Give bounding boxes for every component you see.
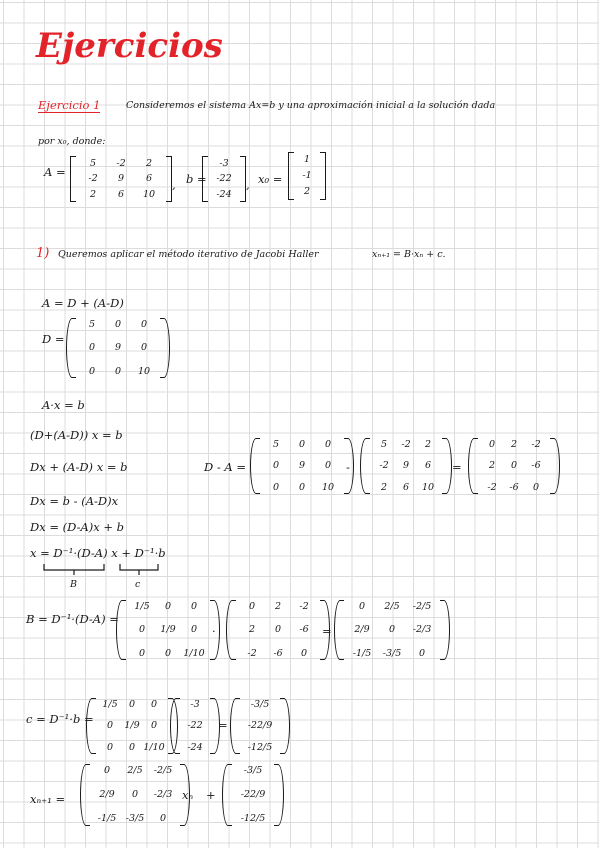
c-result-vector [230,698,290,754]
matrix-cell: 0 [488,438,496,450]
matrix-cell: 5 [89,157,97,169]
matrix-cell: -24 [187,741,203,753]
matrix-cell: 9 [298,460,306,472]
matrix-cell: 2 [510,438,518,450]
matrix-cell: -1/5 [352,647,372,659]
minus-sign: - [346,460,350,474]
matrix-cell: 0 [300,647,308,659]
matrix-cell: 0 [106,741,114,753]
matrix-cell: -1/5 [97,813,117,825]
matrix-cell: -12/5 [240,813,266,825]
matrix-cell: 2 [303,186,311,198]
B-Dinv-matrix [116,600,220,660]
plus-sign: + [206,788,216,802]
comma: , [172,178,176,192]
matrix-cell: -2 [379,460,389,472]
matrix-cell: 10 [142,188,156,200]
matrix-cell: 0 [88,342,96,354]
matrix-cell: 0 [272,460,280,472]
part-text: Queremos aplicar el método iterativo de Jacobi Haller [58,249,319,260]
equals-sign: = [322,624,332,638]
matrix-cell: -2/3 [412,624,432,636]
DminusA-result-matrix [468,438,560,494]
matrix-cell: -6 [299,624,309,636]
matrix-cell: -22 [216,173,232,185]
matrix-cell: 1/9 [160,624,176,636]
matrix-cell: 0 [324,438,332,450]
matrix-cell: 0 [510,460,518,472]
b-label: b = [186,172,207,186]
A-label: A = [44,165,66,179]
matrix-cell: -6 [273,647,283,659]
matrix-cell: 5 [272,438,280,450]
matrix-cell: 9 [117,173,125,185]
matrix-cell: -6 [531,460,541,472]
matrix-cell: -3/5 [125,813,145,825]
D-label: D = [42,332,65,346]
matrix-cell: 0 [150,720,158,732]
B-result-matrix [334,600,450,660]
matrix-cell: -2/5 [412,600,432,612]
matrix-cell: 6 [402,481,410,493]
matrix-cell: 2 [145,157,153,169]
split-A: A = D + (A-D) [42,296,124,310]
matrix-cell: 1/9 [124,720,140,732]
equals-sign: = [218,718,228,732]
matrix-cell: -2 [88,173,98,185]
c-calc-label: c = D⁻¹·b = [26,712,94,726]
matrix-cell: 2 [274,600,282,612]
exercise-statement-line1: Consideremos el sistema Ax=b y una aproximación inicial a la solución dada [126,100,496,111]
matrix-cell: 0 [164,647,172,659]
equals-sign: = [452,460,462,474]
matrix-cell: 0 [274,624,282,636]
matrix-cell: 0 [140,318,148,330]
matrix-cell: 1/5 [102,698,118,710]
matrix-cell: -2 [116,157,126,169]
matrix-cell: 9 [402,460,410,472]
step-6: x = D⁻¹·(D-A) x + D⁻¹·b [30,546,166,560]
iteration-B-matrix [80,764,190,826]
matrix-cell: 2/5 [384,600,400,612]
matrix-cell: 2 [248,624,256,636]
matrix-cell: 9 [114,342,122,354]
matrix-cell: 0 [150,698,158,710]
matrix-cell: 1/5 [134,600,150,612]
matrix-cell: 0 [114,318,122,330]
matrix-cell: 0 [131,789,139,801]
matrix-cell: 2 [89,188,97,200]
matrix-cell: 0 [324,460,332,472]
matrix-cell: 0 [103,765,111,777]
matrix-cell: 0 [358,600,366,612]
matrix-cell: 5 [88,318,96,330]
matrix-cell: 0 [114,365,122,377]
matrix-cell: 10 [421,481,435,493]
matrix-cell: -2 [487,481,497,493]
B-calc-label: B = D⁻¹·(D-A) = [26,612,119,626]
matrix-cell: -22 [187,720,203,732]
matrix-cell: -2/5 [153,765,173,777]
matrix-cell: 0 [88,365,96,377]
matrix-cell: -6 [509,481,519,493]
matrix-cell: 0 [418,647,426,659]
iteration-formula: xₙ₊₁ = B·xₙ + c. [372,249,446,260]
matrix-cell: -3 [219,157,229,169]
comma: , [246,178,250,192]
page-title: Ejercicios [36,26,223,66]
matrix-cell: 2/9 [99,789,115,801]
matrix-cell: 10 [321,481,335,493]
matrix-cell: -2 [401,438,411,450]
matrix-cell: 0 [164,600,172,612]
matrix-cell: 10 [137,365,151,377]
matrix-cell: 1/10 [143,741,165,753]
matrix-cell: 0 [190,600,198,612]
matrix-cell: -2/3 [153,789,173,801]
matrix-cell: 6 [424,460,432,472]
matrix-cell: 0 [248,600,256,612]
matrix-cell: 0 [128,698,136,710]
matrix-cell: -22/9 [247,720,273,732]
matrix-cell: 0 [159,813,167,825]
matrix-cell: 0 [138,647,146,659]
step-3: Dx + (A-D) x = b [30,460,128,474]
matrix-cell: -12/5 [247,741,273,753]
matrix-cell: -22/9 [240,789,266,801]
matrix-cell: 0 [388,624,396,636]
matrix-cell: 0 [190,624,198,636]
matrix-cell: -2 [247,647,257,659]
c-Dinv-matrix [86,698,178,754]
matrix-cell: 5 [380,438,388,450]
B-tag: B [70,579,77,590]
exercise-statement-line2: por x₀, donde: [38,136,106,147]
matrix-cell: 0 [298,481,306,493]
matrix-cell: 2/5 [127,765,143,777]
matrix-cell: 0 [138,624,146,636]
matrix-cell: -3 [190,698,200,710]
matrix-cell: -2 [531,438,541,450]
iteration-c-vector [222,764,284,826]
matrix-cell: 0 [128,741,136,753]
dot-sign: · [212,624,216,638]
x0-label: x₀ = [258,172,283,186]
step-1: A·x = b [42,398,85,412]
iteration-label: xₙ₊₁ = [30,792,66,806]
matrix-cell: 2/9 [354,624,370,636]
matrix-cell: 0 [272,481,280,493]
matrix-cell: -2 [299,600,309,612]
matrix-cell: 2 [488,460,496,472]
matrix-cell: -3/5 [243,765,263,777]
matrix-cell: 1 [303,154,311,166]
matrix-cell: -1 [302,170,312,182]
DminusA-A-matrix [360,438,452,494]
matrix-cell: 0 [106,720,114,732]
part-number: 1) [36,246,50,261]
matrix-cell: -3/5 [250,698,270,710]
step-5: Dx = (D-A)x + b [30,520,125,534]
c-b-vector [170,698,220,754]
c-tag: c [135,579,141,590]
matrix-cell: 0 [532,481,540,493]
matrix-cell: 2 [380,481,388,493]
step-2: (D+(A-D)) x = b [30,428,123,442]
matrix-cell: 0 [298,438,306,450]
DminusA-D-matrix [250,438,354,494]
matrix-cell: -24 [216,188,232,200]
xn-symbol: xₙ [182,788,194,802]
step-4: Dx = b - (A-D)x [30,494,119,508]
matrix-cell: 6 [145,173,153,185]
exercise-label: Ejercicio 1 [38,98,101,112]
matrix-cell: -3/5 [382,647,402,659]
B-DA-matrix [226,600,330,660]
matrix-cell: 6 [117,188,125,200]
matrix-cell: 1/10 [183,647,205,659]
matrix-cell: 2 [424,438,432,450]
DminusA-label: D - A = [204,460,247,474]
matrix-cell: 0 [140,342,148,354]
